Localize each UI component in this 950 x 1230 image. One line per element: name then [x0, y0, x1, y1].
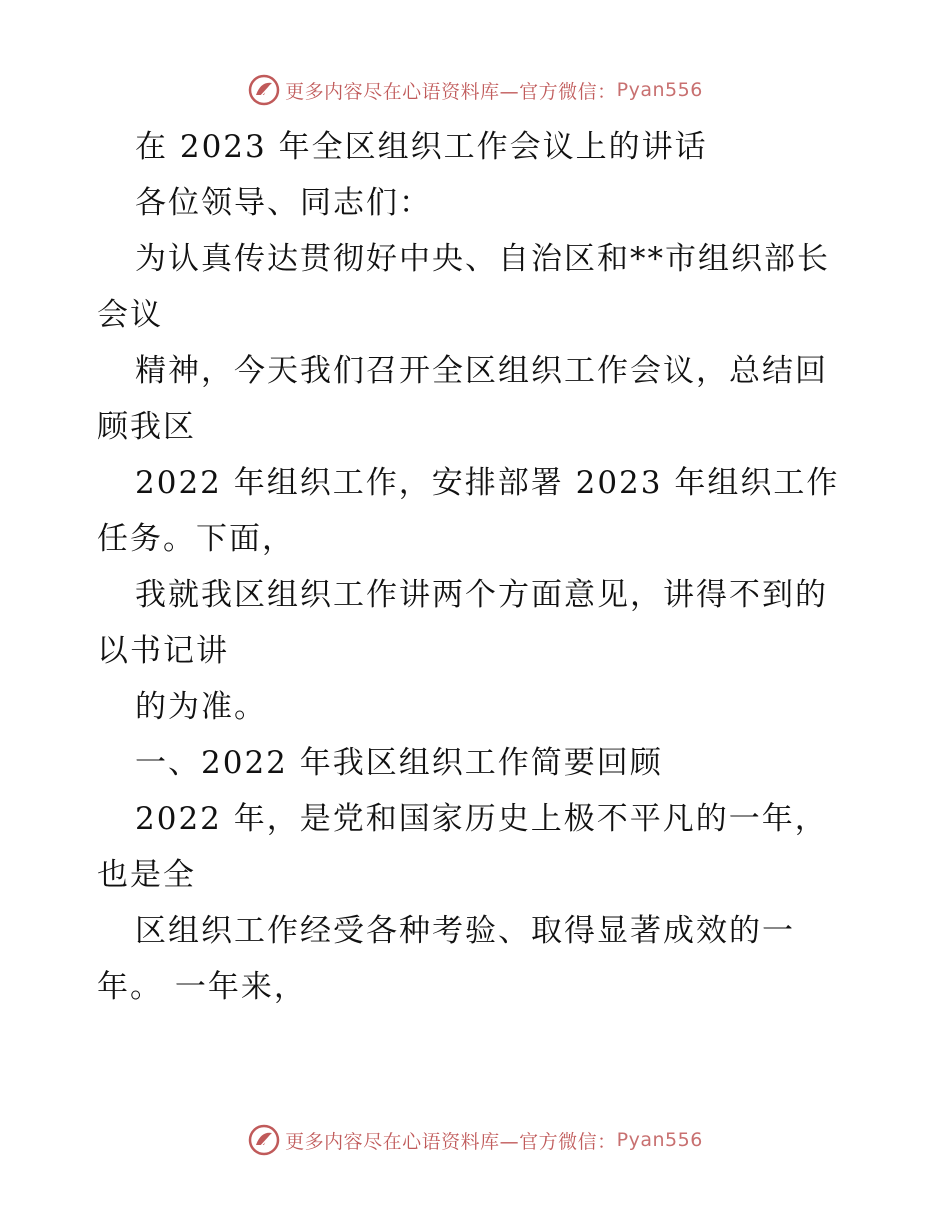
doc-line: 也是全 — [97, 857, 196, 893]
watermark-id: Pyan556 — [616, 1129, 703, 1151]
watermark-text: 更多内容尽在心语资料库—官方微信： — [285, 1130, 617, 1153]
doc-line: 以书记讲 — [97, 633, 229, 669]
doc-line: 精神，今天我们召开全区组织工作会议，总结回 — [135, 353, 828, 389]
doc-line: 区组织工作经受各种考验、取得显著成效的一 — [135, 913, 795, 949]
doc-line: 2022 年组织工作，安排部署 2023 年组织工作 — [135, 465, 840, 501]
doc-salutation: 各位领导、同志们： — [135, 185, 432, 221]
doc-line: 任务。下面， — [97, 521, 295, 557]
doc-line: 为认真传达贯彻好中央、自治区和**市组织部长 — [135, 241, 830, 277]
doc-line: 顾我区 — [97, 409, 196, 445]
doc-line: 的为准。 — [135, 689, 267, 725]
watermark-id: Pyan556 — [616, 79, 703, 101]
library-logo-icon — [247, 1123, 281, 1157]
document-body — [97, 124, 857, 1020]
footer-watermark — [0, 1120, 950, 1160]
doc-title: 在 2023 年全区组织工作会议上的讲话 — [135, 129, 708, 165]
header-watermark — [0, 70, 950, 110]
doc-line: 2022 年，是党和国家历史上极不平凡的一年， — [135, 801, 828, 837]
doc-line: 年。 一年来， — [97, 969, 307, 1005]
section-heading: 一、2022 年我区组织工作简要回顾 — [135, 745, 663, 781]
doc-line: 会议 — [97, 297, 163, 333]
doc-line: 我就我区组织工作讲两个方面意见，讲得不到的 — [135, 577, 828, 613]
library-logo-icon — [247, 73, 281, 107]
watermark-text: 更多内容尽在心语资料库—官方微信： — [285, 80, 617, 103]
